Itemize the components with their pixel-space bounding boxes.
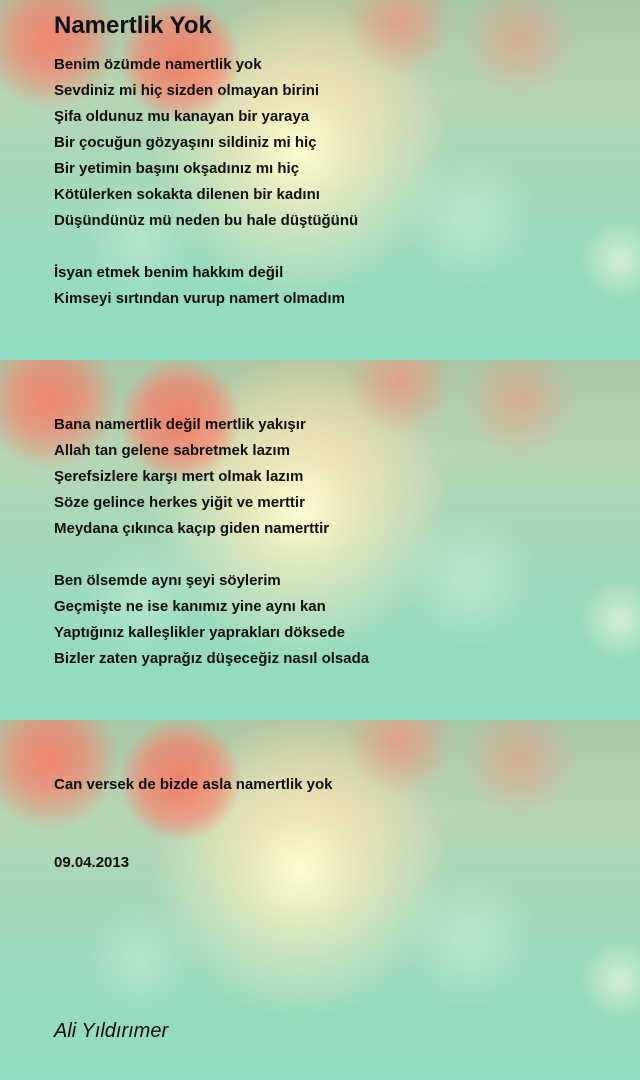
poem-line: Allah tan gelene sabretmek lazım	[54, 442, 290, 459]
poem-line: Şifa oldunuz mu kanayan bir yaraya	[54, 108, 310, 125]
poem-line: Geçmişte ne ise kanımız yine aynı kan	[54, 598, 326, 615]
poem-line: Söze gelince herkes yiğit ve merttir	[54, 494, 305, 511]
poem-panel-3	[0, 720, 640, 1080]
poem-line: Sevdiniz mi hiç sizden olmayan birini	[54, 82, 320, 99]
poem-line: Kötülerken sokakta dilenen bir kadını	[54, 186, 320, 203]
poem-line: Can versek de bizde asla namertlik yok	[54, 776, 333, 793]
poem-line: Meydana çıkınca kaçıp giden namerttir	[54, 520, 330, 537]
poem-line: Ben ölsemde aynı şeyi söylerim	[54, 572, 281, 589]
poem-line: Bizler zaten yaprağız düşeceğiz nasıl olsada	[54, 650, 370, 667]
poem-line: Şerefsizlere karşı mert olmak lazım	[54, 468, 304, 485]
poem-line: Bir çocuğun gözyaşını sildiniz mi hiç	[54, 134, 317, 151]
poem-line: Bir yetimin başını okşadınız mı hiç	[54, 160, 300, 177]
poem-line: Yaptığınız kalleşlikler yaprakları döksede	[54, 624, 345, 641]
poem-line: Bana namertlik değil mertlik yakışır	[54, 416, 306, 433]
poem-author: Ali Yıldırımer	[54, 1020, 169, 1042]
poem-line: Kimseyi sırtından vurup namert olmadım	[54, 290, 345, 307]
poem-line: Benim özümde namertlik yok	[54, 56, 262, 73]
poem-line: Düşündünüz mü neden bu hale düştüğünü	[54, 212, 359, 229]
poem-panel-2	[0, 360, 640, 720]
poem-date: 09.04.2013	[54, 854, 130, 871]
poem-panel-1	[0, 0, 640, 360]
poem-line: İsyan etmek benim hakkım değil	[54, 264, 284, 281]
poem-title: Namertlik Yok	[54, 12, 212, 39]
